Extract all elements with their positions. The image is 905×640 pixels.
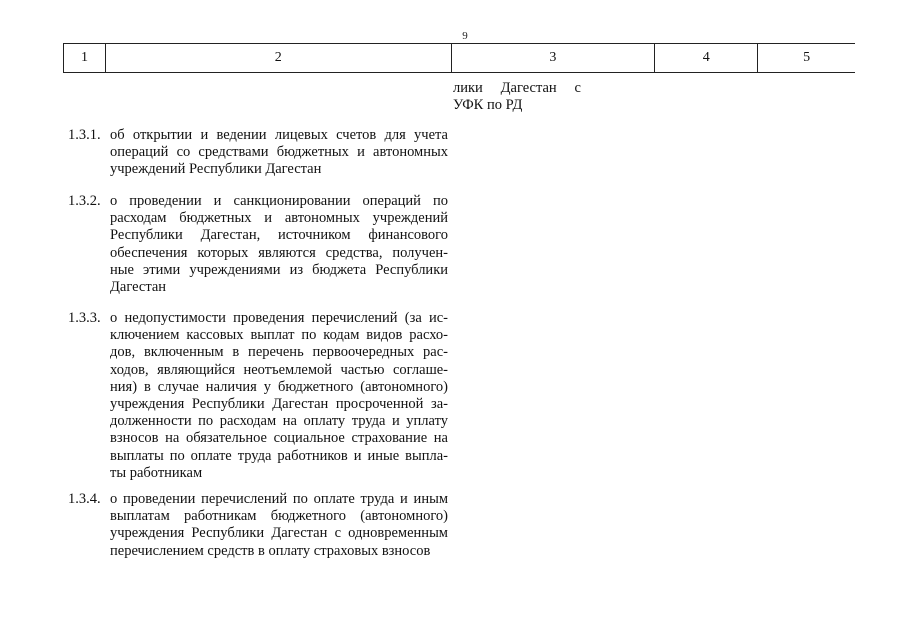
item-text-line: перечислением средств в оплату страховых взносов bbox=[110, 542, 431, 559]
item-text-line: учреждений Республики Дагестан bbox=[110, 161, 322, 178]
item-text bbox=[110, 491, 448, 560]
item-text-line: долженности по расходам на оплату труда и уплату bbox=[110, 413, 448, 430]
item-text-line: ты работникам bbox=[110, 464, 203, 481]
column-header-table bbox=[63, 43, 855, 73]
item-text-line: обеспечения которых являются средства, получен- bbox=[110, 244, 448, 261]
item-text-line: ключением кассовых выплат по кодам видов расхо- bbox=[110, 327, 448, 344]
item-text-line: выплаты по оплате труда работников и иные выпла- bbox=[110, 447, 448, 464]
header-col-5: 5 bbox=[803, 50, 811, 65]
column-3-line: лики Дагестан с bbox=[453, 80, 581, 96]
item-number: 1.3.1. bbox=[68, 127, 101, 143]
item-text-line: о проведении перечислений по оплате труда и иным bbox=[110, 491, 448, 507]
item-text-line: ния) в случае наличия у бюджетного (автономного) bbox=[110, 378, 448, 395]
item-text bbox=[110, 310, 448, 482]
item-text-line: дов, включенным в перечень первоочередных рас- bbox=[110, 344, 448, 361]
item-number: 1.3.4. bbox=[68, 491, 101, 507]
item-text-line: Республики Дагестан, источником финансового bbox=[110, 227, 448, 244]
item-text-line: ходов, являющийся неотъемлемой частью соглаше- bbox=[110, 361, 448, 378]
item-text bbox=[110, 193, 448, 296]
item-text bbox=[110, 127, 448, 179]
item-text-line: ные этими учреждениями из бюджета Республики bbox=[110, 261, 448, 278]
header-col-3: 3 bbox=[452, 44, 656, 72]
column-3-continuation bbox=[453, 80, 581, 114]
item-number: 1.3.2. bbox=[68, 193, 101, 209]
list-item-1-3-3 bbox=[68, 310, 448, 482]
list-item-1-3-4 bbox=[68, 491, 448, 560]
item-text-line: расходам бюджетных и автономных учреждений bbox=[110, 210, 448, 227]
item-text-line: выплатам работникам бюджетного (автономного) bbox=[110, 508, 448, 525]
item-text-line: о проведении и санкционировании операций по bbox=[110, 193, 448, 209]
list-item-1-3-2 bbox=[68, 193, 448, 296]
item-text-line: учреждения Республики Дагестан с одновременным bbox=[110, 525, 448, 542]
header-col-4: 4 bbox=[655, 44, 758, 72]
page-number: 9 bbox=[462, 30, 468, 42]
item-text-line: Дагестан bbox=[110, 279, 167, 296]
list-item-1-3-1 bbox=[68, 127, 448, 179]
item-text-line: о недопустимости проведения перечислений (за ис- bbox=[110, 310, 448, 326]
item-number: 1.3.3. bbox=[68, 310, 101, 326]
item-text-line: учреждения Республики Дагестан просроченной за- bbox=[110, 396, 448, 413]
header-col-1: 1 bbox=[64, 44, 106, 72]
header-col-2: 2 bbox=[106, 44, 452, 72]
item-text-line: об открытии и ведении лицевых счетов для учета bbox=[110, 127, 448, 143]
item-text-line: взносов на обязательное социальное страхование на bbox=[110, 430, 448, 447]
column-3-line: УФК по РД bbox=[453, 97, 523, 113]
item-text-line: операций со средствами бюджетных и автономных bbox=[110, 144, 448, 161]
